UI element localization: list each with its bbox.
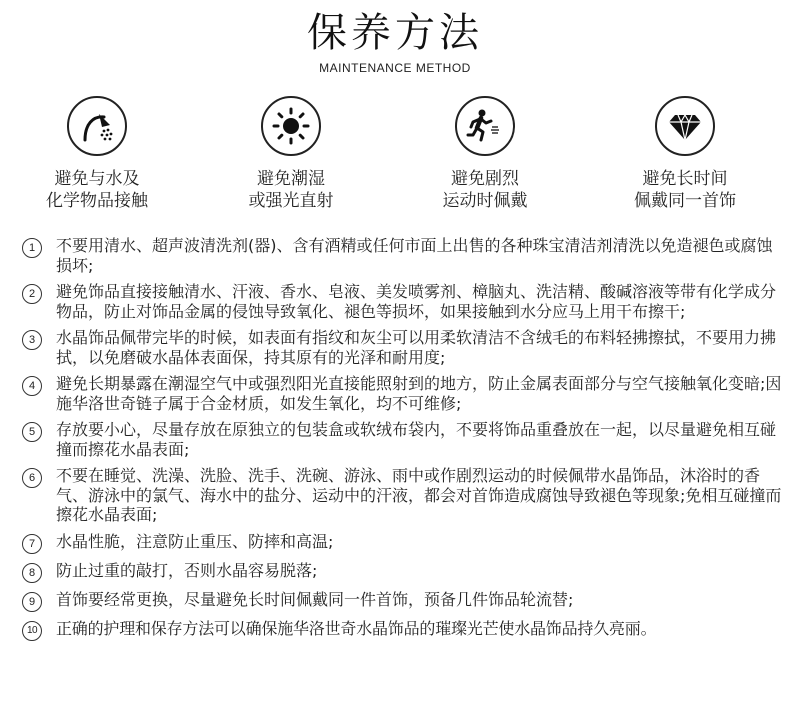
list-item [22, 236, 782, 275]
care-icon-sun [201, 96, 381, 212]
list-item [22, 561, 782, 583]
item-text: 首饰要经常更换，尽量避免长时间佩戴同一件首饰，预备几件饰品轮流替; [56, 589, 574, 609]
item-text: 正确的护理和保存方法可以确保施华洛世奇水晶饰品的璀璨光芒使水晶饰品持久亮丽。 [56, 618, 657, 638]
care-icons-row [0, 96, 790, 226]
page-subtitle: MAINTENANCE METHOD [319, 61, 471, 75]
item-number: 4 [22, 376, 42, 396]
item-text: 防止过重的敲打，否则水晶容易脱落; [56, 560, 318, 580]
item-number: 3 [22, 330, 42, 350]
item-text: 不要在睡觉、洗澡、洗脸、洗手、洗碗、游泳、雨中或作剧烈运动的时候佩带水晶饰品，沐浴时的香气、游泳中的氯气、海水中的盐分、运动中的汗液，都会对首饰造成腐蚀导致褪色等现象;免相互碰撞而擦花水晶表面; [56, 466, 782, 524]
care-label-sun: 避免潮湿 或强光直射 [248, 169, 334, 211]
list-item [22, 532, 782, 554]
item-number: 1 [22, 238, 42, 258]
item-text: 不要用清水、超声波清洗剂(器)、含有酒精或任何市面上出售的各种珠宝清洁剂清洗以免造褪色或腐蚀损坏; [56, 236, 773, 275]
list-item [22, 328, 782, 367]
list-item [22, 466, 782, 525]
item-number: 6 [22, 468, 42, 488]
care-icon-diamond [595, 96, 775, 212]
item-text: 存放要小心，尽量存放在原独立的包装盒或软绒布袋内，不要将饰品重叠放在一起，以尽量避免相互碰撞而擦花水晶表面; [56, 420, 777, 459]
item-number: 7 [22, 534, 42, 554]
list-item [22, 619, 782, 641]
care-label-sport: 避免剧烈 运动时佩戴 [442, 169, 528, 211]
running-person-icon [455, 96, 515, 156]
item-number: 8 [22, 563, 42, 583]
item-text: 避免长期暴露在潮湿空气中或强烈阳光直接能照射到的地方，防止金属表面部分与空气接触氧化变暗;因施华洛世奇链子属于合金材质，如发生氧化，均不可维修; [56, 374, 782, 413]
item-number: 10 [22, 621, 42, 641]
item-text: 水晶性脆，注意防止重压、防摔和高温; [56, 531, 334, 551]
diamond-icon [655, 96, 715, 156]
item-number: 5 [22, 422, 42, 442]
maintenance-list [22, 236, 782, 648]
care-label-water: 避免与水及 化学物品接触 [46, 169, 148, 211]
item-number: 2 [22, 284, 42, 304]
list-item [22, 282, 782, 321]
list-item [22, 374, 782, 413]
item-number: 9 [22, 592, 42, 612]
item-text: 水晶饰品佩带完毕的时候，如表面有指纹和灰尘可以用柔软清洁不含绒毛的布料轻拂擦拭，不要用力拂拭，以免磨破水晶体表面保，持其原有的光泽和耐用度; [56, 328, 777, 367]
list-item [22, 420, 782, 459]
page-title: 保养方法 [307, 10, 483, 56]
care-icon-water [7, 96, 187, 212]
shower-icon [67, 96, 127, 156]
item-text: 避免饰品直接接触清水、汗液、香水、皂液、美发喷雾剂、樟脑丸、洗洁精、酸碱溶液等带有化学成分物品，防止对饰品金属的侵蚀导致氧化、褪色等损坏，如果接触到水分应马上用干布擦干; [56, 282, 777, 321]
sun-icon [261, 96, 321, 156]
care-label-diamond: 避免长时间 佩戴同一首饰 [634, 169, 736, 211]
care-icon-sport [395, 96, 575, 212]
list-item [22, 590, 782, 612]
